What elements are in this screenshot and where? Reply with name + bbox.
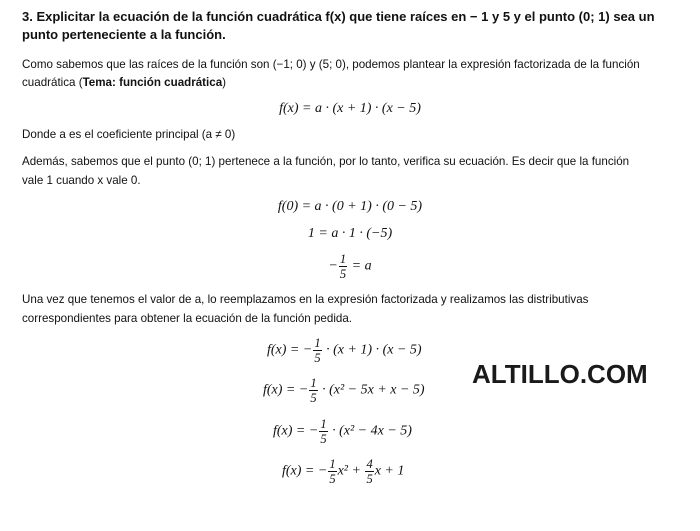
- text: = a: [351, 258, 372, 274]
- denominator: 5: [314, 351, 321, 365]
- text: f(x) = −: [282, 463, 328, 479]
- fraction: [313, 336, 321, 365]
- numerator: 1: [329, 457, 336, 471]
- exercise-title-line-2: punto perteneciente a la función.: [22, 27, 226, 42]
- denominator: 5: [310, 391, 317, 405]
- paragraph-point-line-2: vale 1 cuando x vale 0.: [22, 174, 141, 187]
- numerator: 4: [366, 457, 373, 471]
- text: f(x) = −: [263, 382, 309, 398]
- equation-f0: f(0) = a · (0 + 1) · (0 − 5): [277, 199, 423, 214]
- paragraph-roots-line-2: [22, 74, 226, 92]
- equation-a-value: [0, 252, 700, 281]
- altillo-watermark: ALTILLO.COM: [472, 359, 648, 389]
- text: f(x) = −: [267, 342, 313, 358]
- fraction: [339, 252, 347, 281]
- text: ): [222, 76, 227, 89]
- text: cuadrática (: [22, 76, 83, 89]
- fraction: [328, 457, 336, 486]
- paragraph-coefficient: Donde a es el coeficiente principal (a ≠ 0): [22, 128, 236, 141]
- denominator: 5: [329, 472, 336, 486]
- equation-substitution: 1 = a · 1 · (−5): [307, 226, 393, 241]
- text: · (x² − 5x + x − 5): [322, 382, 425, 398]
- paragraph-roots-line-1: Como sabemos que las raíces de la función son (−1; 0) y (5; 0), podemos plantear la expresión factorizada de la función: [22, 58, 640, 71]
- fraction: [365, 457, 373, 486]
- text: · (x² − 4x − 5): [332, 423, 412, 439]
- paragraph-replace-line-2: correspondientes para obtener la ecuación de la función pedida.: [22, 312, 353, 325]
- equation-step-1: [267, 336, 422, 365]
- denominator: 5: [366, 472, 373, 486]
- denominator: 5: [320, 432, 327, 446]
- numerator: 1: [314, 336, 321, 350]
- equation-step-2: [263, 376, 425, 405]
- numerator: 1: [310, 376, 317, 390]
- text: −: [328, 258, 338, 274]
- fraction: [309, 376, 317, 405]
- numerator: 1: [320, 417, 327, 431]
- equation-final: [282, 457, 404, 486]
- equation-factored: f(x) = a · (x + 1) · (x − 5): [279, 101, 421, 116]
- text: · (x + 1) · (x − 5): [326, 342, 422, 358]
- equation-step-3: [273, 417, 412, 446]
- paragraph-point-line-1: Además, sabemos que el punto (0; 1) pertenece a la función, por lo tanto, verifica su ecuación. Es decir que la función: [22, 155, 630, 168]
- text: f(x) = −: [273, 423, 319, 439]
- text: x + 1: [374, 463, 405, 479]
- exercise-title-line-1: 3. Explicitar la ecuación de la función cuadrática f(x) que tiene raíces en − 1 y 5 y el punto (0; 1) sea un: [22, 9, 655, 24]
- numerator: 1: [339, 252, 347, 266]
- topic-label: Tema: función cuadrática: [82, 76, 223, 89]
- paragraph-replace-line-1: Una vez que tenemos el valor de a, lo reemplazamos en la expresión factorizada y realizamos las distributivas: [22, 293, 589, 306]
- fraction: [319, 417, 327, 446]
- denominator: 5: [339, 267, 347, 281]
- text: x² +: [337, 463, 361, 479]
